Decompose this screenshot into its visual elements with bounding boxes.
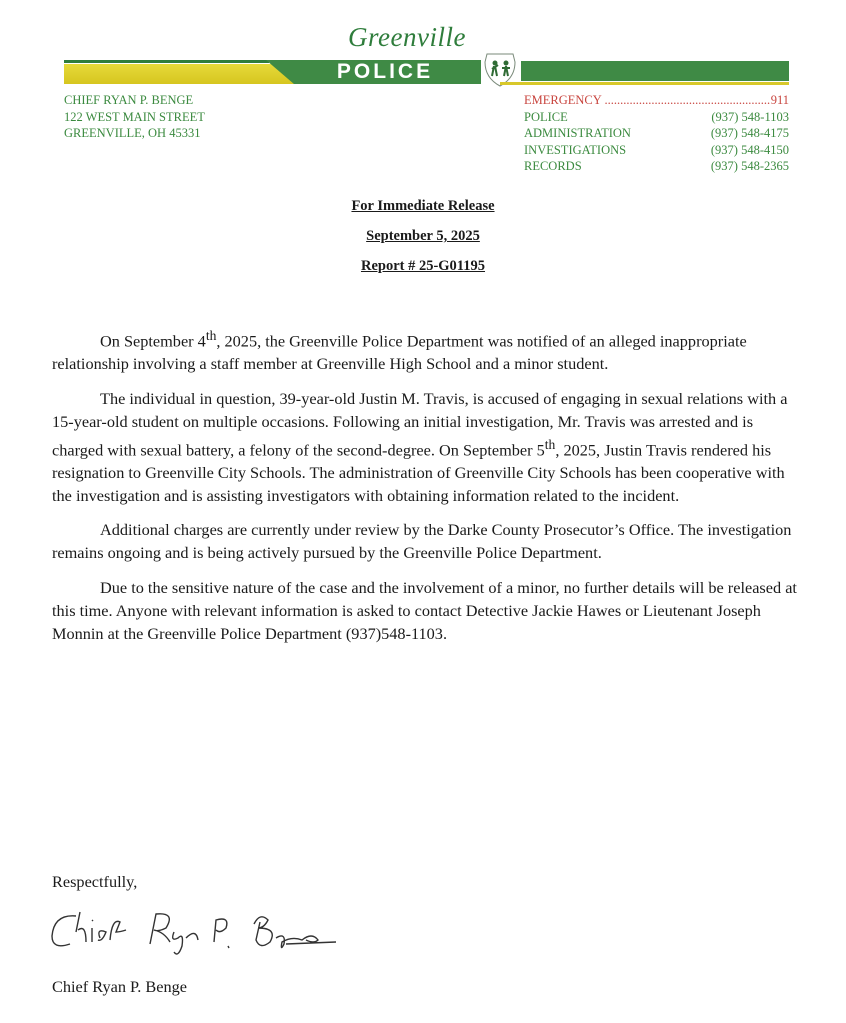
banner-yellow-stripe <box>64 64 297 84</box>
phone-number: (937) 548-4175 <box>710 126 789 140</box>
phone-label: INVESTIGATIONS <box>524 142 627 157</box>
release-label: For Immediate Release <box>351 198 495 214</box>
phone-label: POLICE <box>524 109 568 124</box>
banner-yellow-underline <box>500 82 789 85</box>
release-date: September 5, 2025 <box>366 228 480 244</box>
paragraph-review: Additional charges are currently under review by the Darke County Prosecutor’s Office. The investigation remains ongoing and is being actively pursued by the Greenville Police Department. <box>52 520 792 563</box>
phone-row-police <box>524 109 789 126</box>
phone-number: (937) 548-4150 <box>710 142 789 157</box>
chief-name: CHIEF RYAN P. BENGE <box>64 93 194 107</box>
phone-row-investigations <box>524 142 789 159</box>
phone-directory <box>524 92 789 175</box>
phone-number: 911 <box>770 93 789 107</box>
closing-salutation: Respectfully, <box>52 872 138 891</box>
paragraph-contact: Due to the sensitive nature of the case and the involvement of a minor, no further details will be released at this time. Anyone with relevant information is asked to contact Detective Jackie Hawes or Lieutenant Joseph Monnin at the Greenville Police Department (937)548-1103. <box>52 578 797 643</box>
signer-name: Chief Ryan P. Benge <box>52 977 188 996</box>
phone-label: EMERGENCY ..... <box>524 92 771 109</box>
phone-label: RECORDS <box>524 159 582 173</box>
greenville-script-logo: Greenville <box>348 22 466 52</box>
release-body <box>52 325 797 657</box>
signature-icon <box>46 902 346 962</box>
police-banner-text: POLICE <box>336 60 434 83</box>
letterhead <box>0 0 846 185</box>
city-state-zip: GREENVILLE, OH 45331 <box>64 126 201 140</box>
phone-row-emergency <box>524 92 789 109</box>
phone-label: ADMINISTRATION <box>524 126 631 140</box>
banner-green-right <box>521 61 789 81</box>
phone-number: (937) 548-2365 <box>710 159 789 173</box>
street-address: 122 WEST MAIN STREET <box>64 109 205 124</box>
report-number: Report # 25-G01195 <box>360 258 486 274</box>
phone-number: (937) 548-1103 <box>711 109 789 124</box>
department-address <box>64 92 205 142</box>
banner-top-line <box>64 60 269 63</box>
phone-row-administration <box>524 125 789 142</box>
paragraph-notification: On September 4th, 2025, the Greenville Police Department was notified of an alleged inappropriate relationship involving a staff member at Greenville High School and a minor student. <box>52 328 747 374</box>
paragraph-charges: The individual in question, 39-year-old Justin M. Travis, is accused of engaging in sexual relations with a 15-year-old student on multiple occasions. Following an initial investigation, Mr. Travis was arrested and is charged with sexual battery, a felony of the second-degree. On September 5th, 2025, Justin Travis rendered his resignation to Greenville City Schools. The administration of Greenville City Schools has been cooperative with the investigation and is assisting investigators with obtaining information related to the incident. <box>52 389 788 505</box>
phone-row-records <box>524 158 789 175</box>
release-headings <box>0 197 846 287</box>
